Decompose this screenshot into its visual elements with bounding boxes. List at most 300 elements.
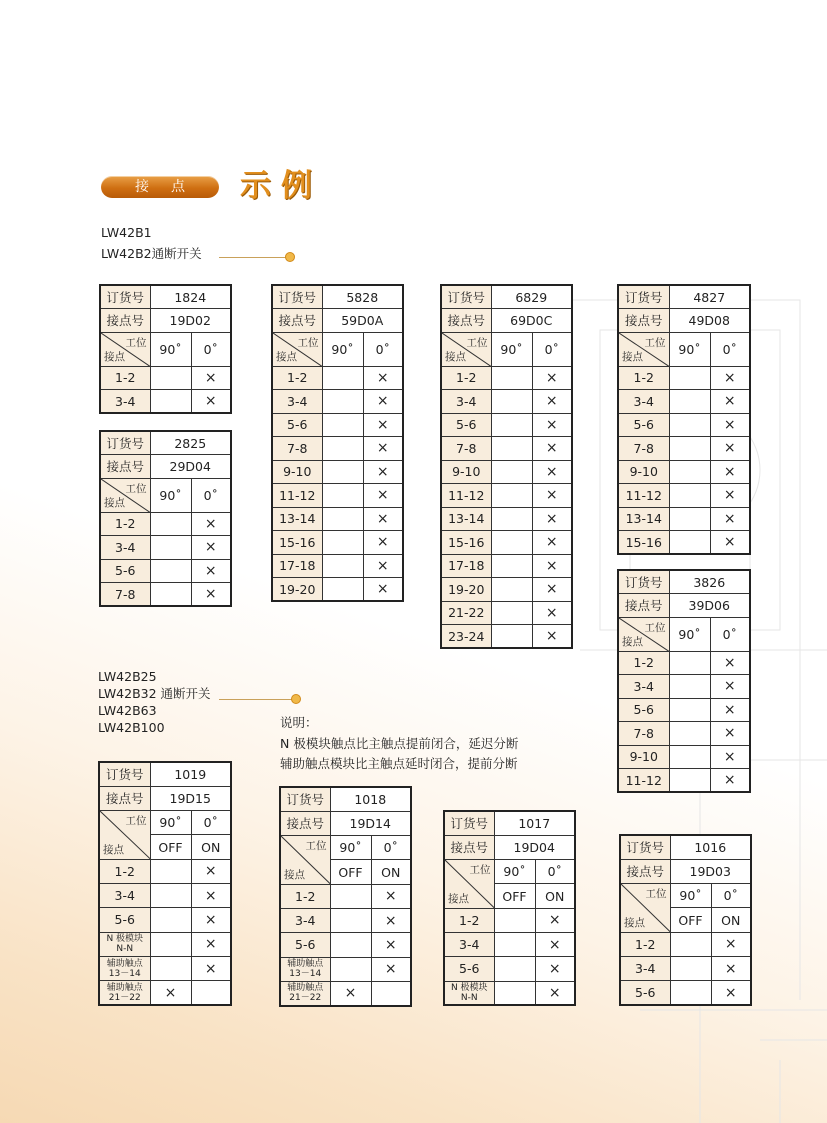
table-row <box>618 413 750 437</box>
empty-cell <box>150 932 191 956</box>
empty-cell <box>494 981 535 1005</box>
table-row <box>272 309 403 333</box>
contact-pair: 7-8 <box>272 437 322 461</box>
closed-mark: × <box>363 390 403 414</box>
table-row <box>618 484 750 508</box>
position-90: 90˚ <box>322 332 363 366</box>
closed-mark: × <box>532 507 572 531</box>
closed-mark: × <box>191 908 231 932</box>
contact-pair: 5-6 <box>618 413 669 437</box>
closed-mark: × <box>191 583 231 607</box>
contact-pair: 9-10 <box>272 460 322 484</box>
order-number: 5828 <box>322 285 403 309</box>
table-row <box>441 332 572 366</box>
contact-pair-line: 21－22 <box>108 992 141 1003</box>
table-row <box>99 908 231 932</box>
contact-label: 接点号 <box>618 594 669 618</box>
order-number: 1019 <box>150 762 231 786</box>
empty-cell <box>322 413 363 437</box>
contact-pair: 3-4 <box>100 536 150 560</box>
empty-cell <box>191 981 231 1005</box>
closed-mark: × <box>710 484 750 508</box>
position-0: 0˚ <box>710 617 750 651</box>
contact-pair: 19-20 <box>272 578 322 602</box>
contact-pair-line: N-N <box>460 992 478 1003</box>
table-row <box>441 309 572 333</box>
order-number: 1017 <box>494 811 575 835</box>
empty-cell <box>669 698 710 722</box>
position-label: 工位 <box>466 336 488 349</box>
position-0: 0˚ <box>191 478 231 512</box>
order-label: 订货号 <box>272 285 322 309</box>
empty-cell <box>491 366 532 390</box>
contact-pair: 1-2 <box>444 908 494 932</box>
empty-cell <box>491 460 532 484</box>
closed-mark: × <box>191 512 231 536</box>
table-row <box>618 531 750 555</box>
closed-mark: × <box>710 675 750 699</box>
contact-axis-label: 接点 <box>622 350 643 363</box>
empty-cell <box>322 460 363 484</box>
empty-cell <box>150 366 191 390</box>
closed-mark: × <box>710 460 750 484</box>
contact-pair: 7-8 <box>618 437 669 461</box>
closed-mark: × <box>532 437 572 461</box>
closed-mark: × <box>532 625 572 649</box>
contact-table <box>279 786 412 1007</box>
table-row <box>280 884 411 908</box>
position-90: 90˚ <box>491 332 532 366</box>
position-label: 工位 <box>297 336 319 349</box>
closed-mark: × <box>191 536 231 560</box>
note-line: N 极模块触点比主触点提前闭合，延迟分断 <box>280 736 519 751</box>
closed-mark: × <box>363 531 403 555</box>
state-off: OFF <box>670 908 711 932</box>
table-row <box>441 366 572 390</box>
table-row <box>441 531 572 555</box>
contact-pair: 1-2 <box>99 859 150 883</box>
table-row <box>618 745 750 769</box>
order-label: 订货号 <box>100 285 150 309</box>
table-row <box>441 625 572 649</box>
table-row <box>100 285 231 309</box>
empty-cell <box>330 957 371 981</box>
contact-axis-label: 接点 <box>276 350 297 363</box>
empty-cell <box>669 651 710 675</box>
contact-pair: 11-12 <box>618 484 669 508</box>
closed-mark: × <box>710 698 750 722</box>
table-row <box>100 366 231 390</box>
closed-mark: × <box>711 956 751 980</box>
table-row <box>272 460 403 484</box>
contact-pair: 3-4 <box>618 675 669 699</box>
contact-table <box>271 284 404 602</box>
table-row <box>618 507 750 531</box>
contact-table <box>443 810 576 1006</box>
table-row <box>620 981 751 1005</box>
model-label: LW42B25 <box>98 669 157 684</box>
closed-mark: × <box>191 956 231 980</box>
table-row <box>99 956 231 980</box>
table-row <box>280 933 411 957</box>
contact-pair-line: 辅助触点 <box>106 958 143 969</box>
contact-label: 接点号 <box>100 309 150 333</box>
closed-mark: × <box>710 651 750 675</box>
empty-cell <box>322 554 363 578</box>
empty-cell <box>150 512 191 536</box>
table-row <box>272 484 403 508</box>
contact-pair: 15-16 <box>272 531 322 555</box>
contact-pair <box>280 981 330 1005</box>
closed-mark: × <box>191 366 231 390</box>
contact-table <box>440 284 573 649</box>
closed-mark: × <box>710 745 750 769</box>
table-row <box>99 859 231 883</box>
empty-cell <box>150 559 191 583</box>
table-row <box>100 512 231 536</box>
contact-pair: 9-10 <box>618 460 669 484</box>
contact-axis-label: 接点 <box>448 892 469 905</box>
empty-cell <box>669 675 710 699</box>
contact-pair: 3-4 <box>444 932 494 956</box>
contact-pair: 3-4 <box>100 390 150 414</box>
contact-table <box>619 834 752 1006</box>
contact-number: 49D08 <box>669 309 750 333</box>
closed-mark: × <box>371 933 411 957</box>
empty-cell <box>322 366 363 390</box>
table-row <box>620 884 751 908</box>
table-row <box>99 786 231 810</box>
closed-mark: × <box>363 554 403 578</box>
closed-mark: × <box>710 366 750 390</box>
contact-pair: 1-2 <box>441 366 491 390</box>
empty-cell <box>491 437 532 461</box>
empty-cell <box>669 460 710 484</box>
empty-cell <box>491 390 532 414</box>
empty-cell <box>322 437 363 461</box>
page-heading: 示例 <box>240 168 322 204</box>
table-row <box>620 859 751 883</box>
contact-pair-line: 21－22 <box>289 993 322 1004</box>
contact-axis-label: 接点 <box>445 350 466 363</box>
position-contact-header <box>618 617 669 651</box>
table-row <box>280 957 411 981</box>
position-0: 0˚ <box>710 332 750 366</box>
table-row <box>620 835 751 859</box>
contact-pair <box>280 957 330 981</box>
leader-dot <box>291 694 301 704</box>
contact-pair: 13-14 <box>618 507 669 531</box>
empty-cell <box>322 484 363 508</box>
closed-mark: × <box>710 531 750 555</box>
table-row <box>272 507 403 531</box>
closed-mark: × <box>710 390 750 414</box>
order-label: 订货号 <box>280 787 330 811</box>
closed-mark: × <box>710 769 750 793</box>
empty-cell <box>150 883 191 907</box>
contact-axis-label: 接点 <box>104 350 125 363</box>
empty-cell <box>322 507 363 531</box>
table-row <box>444 811 575 835</box>
order-label: 订货号 <box>100 431 150 455</box>
table-row <box>272 437 403 461</box>
closed-mark: × <box>532 531 572 555</box>
position-contact-header <box>444 860 494 909</box>
table-row <box>618 570 750 594</box>
empty-cell <box>670 932 711 956</box>
closed-mark: × <box>330 981 371 1005</box>
position-0: 0˚ <box>711 884 751 908</box>
contact-pair-line: 辅助触点 <box>287 959 324 970</box>
table-row <box>272 332 403 366</box>
order-number: 6829 <box>491 285 572 309</box>
table-row <box>100 536 231 560</box>
closed-mark: × <box>191 883 231 907</box>
position-0: 0˚ <box>363 332 403 366</box>
contact-table <box>99 430 232 607</box>
order-number: 2825 <box>150 431 231 455</box>
closed-mark: × <box>711 981 751 1005</box>
contact-pair-line: 辅助触点 <box>106 982 143 993</box>
note-title: 说明： <box>280 715 318 730</box>
contact-number: 29D04 <box>150 455 231 479</box>
closed-mark: × <box>710 437 750 461</box>
closed-mark: × <box>710 722 750 746</box>
closed-mark: × <box>191 390 231 414</box>
closed-mark: × <box>371 908 411 932</box>
empty-cell <box>669 366 710 390</box>
position-90: 90˚ <box>150 811 191 835</box>
empty-cell <box>669 413 710 437</box>
contact-axis-label: 接点 <box>104 496 125 509</box>
contact-pair: 23-24 <box>441 625 491 649</box>
empty-cell <box>670 981 711 1005</box>
table-row <box>272 531 403 555</box>
closed-mark: × <box>535 908 575 932</box>
position-contact-header <box>280 836 330 885</box>
table-row <box>618 675 750 699</box>
contact-number: 19D15 <box>150 786 231 810</box>
order-number: 4827 <box>669 285 750 309</box>
contact-number: 69D0C <box>491 309 572 333</box>
contact-axis-label: 接点 <box>284 868 305 881</box>
contact-pair: 11-12 <box>272 484 322 508</box>
table-row <box>99 762 231 786</box>
contact-pair-line: 辅助触点 <box>287 983 324 994</box>
table-row <box>100 309 231 333</box>
empty-cell <box>150 859 191 883</box>
empty-cell <box>330 884 371 908</box>
model-label: LW42B63 <box>98 703 157 718</box>
contact-label: 接点号 <box>272 309 322 333</box>
position-90: 90˚ <box>670 884 711 908</box>
position-label: 工位 <box>125 482 147 495</box>
contact-pair: 17-18 <box>272 554 322 578</box>
order-number: 1018 <box>330 787 411 811</box>
contact-pair: 1-2 <box>272 366 322 390</box>
table-row <box>280 787 411 811</box>
table-row <box>618 651 750 675</box>
contact-pair: 1-2 <box>100 366 150 390</box>
table-row <box>272 578 403 602</box>
position-90: 90˚ <box>669 332 710 366</box>
state-on: ON <box>371 860 411 884</box>
table-row <box>272 285 403 309</box>
contact-table <box>617 284 751 555</box>
contact-label: 接点号 <box>100 455 150 479</box>
state-off: OFF <box>494 884 535 908</box>
empty-cell <box>330 933 371 957</box>
contact-axis-label: 接点 <box>624 916 645 929</box>
table-row <box>441 285 572 309</box>
table-row <box>280 981 411 1005</box>
table-row <box>618 617 750 651</box>
closed-mark: × <box>191 559 231 583</box>
state-on: ON <box>535 884 575 908</box>
contact-number: 19D04 <box>494 835 575 859</box>
contact-number: 19D03 <box>670 859 751 883</box>
closed-mark: × <box>191 932 231 956</box>
contact-pair: 9-10 <box>618 745 669 769</box>
empty-cell <box>491 625 532 649</box>
contact-pair: 3-4 <box>620 956 670 980</box>
empty-cell <box>330 908 371 932</box>
position-contact-header <box>100 332 150 366</box>
closed-mark: × <box>532 554 572 578</box>
empty-cell <box>491 531 532 555</box>
model-label: LW42B32 通断开关 <box>98 686 211 701</box>
empty-cell <box>669 390 710 414</box>
closed-mark: × <box>535 981 575 1005</box>
empty-cell <box>669 745 710 769</box>
position-0: 0˚ <box>532 332 572 366</box>
empty-cell <box>494 908 535 932</box>
contact-pair: 5-6 <box>620 981 670 1005</box>
empty-cell <box>150 583 191 607</box>
section-badge: 接点 <box>101 176 219 198</box>
note-line: 辅助触点模块比主触点延时闭合，提前分断 <box>280 756 518 771</box>
contact-pair: 11-12 <box>441 484 491 508</box>
table-row <box>272 390 403 414</box>
state-off: OFF <box>150 835 191 859</box>
position-contact-header <box>441 332 491 366</box>
contact-pair: 1-2 <box>618 366 669 390</box>
closed-mark: × <box>363 507 403 531</box>
contact-axis-label: 接点 <box>103 843 124 856</box>
closed-mark: × <box>535 932 575 956</box>
position-label: 工位 <box>469 864 491 877</box>
contact-pair: 21-22 <box>441 601 491 625</box>
table-row <box>441 507 572 531</box>
closed-mark: × <box>532 601 572 625</box>
closed-mark: × <box>363 366 403 390</box>
order-number: 3826 <box>669 570 750 594</box>
table-row <box>444 932 575 956</box>
contact-pair-line: 13－14 <box>289 969 322 980</box>
empty-cell <box>150 390 191 414</box>
table-row <box>100 431 231 455</box>
state-on: ON <box>711 908 751 932</box>
table-row <box>441 554 572 578</box>
table-row <box>441 601 572 625</box>
table-row <box>100 478 231 512</box>
empty-cell <box>491 578 532 602</box>
contact-pair: 3-4 <box>441 390 491 414</box>
contact-table <box>99 284 232 414</box>
empty-cell <box>494 932 535 956</box>
model-label: LW42B2通断开关 <box>101 246 202 261</box>
contact-pair-line: N 极模块 <box>106 934 144 945</box>
empty-cell <box>494 957 535 981</box>
table-row <box>618 594 750 618</box>
table-row <box>618 698 750 722</box>
closed-mark: × <box>363 578 403 602</box>
contact-label: 接点号 <box>618 309 669 333</box>
state-off: OFF <box>330 860 371 884</box>
empty-cell <box>669 507 710 531</box>
contact-pair: 7-8 <box>441 437 491 461</box>
closed-mark: × <box>532 484 572 508</box>
contact-table <box>617 569 751 793</box>
table-row <box>280 908 411 932</box>
contact-pair: 7-8 <box>618 722 669 746</box>
empty-cell <box>150 956 191 980</box>
closed-mark: × <box>532 366 572 390</box>
table-row <box>441 413 572 437</box>
position-0: 0˚ <box>191 811 231 835</box>
contact-pair <box>99 956 150 980</box>
model-label: LW42B1 <box>101 225 152 240</box>
leader-line <box>219 257 289 258</box>
position-90: 90˚ <box>330 836 371 860</box>
closed-mark: × <box>363 460 403 484</box>
table-row <box>618 366 750 390</box>
closed-mark: × <box>371 884 411 908</box>
table-row <box>618 285 750 309</box>
contact-pair: 1-2 <box>100 512 150 536</box>
empty-cell <box>322 390 363 414</box>
empty-cell <box>669 437 710 461</box>
contact-pair: 15-16 <box>441 531 491 555</box>
order-label: 订货号 <box>99 762 150 786</box>
position-label: 工位 <box>644 336 666 349</box>
contact-label: 接点号 <box>441 309 491 333</box>
position-contact-header <box>99 811 150 860</box>
contact-pair: 3-4 <box>99 883 150 907</box>
position-contact-header <box>618 332 669 366</box>
table-row <box>100 390 231 414</box>
contact-axis-label: 接点 <box>622 635 643 648</box>
empty-cell <box>491 507 532 531</box>
contact-pair: 19-20 <box>441 578 491 602</box>
position-label: 工位 <box>125 815 147 828</box>
table-row <box>618 437 750 461</box>
closed-mark: × <box>535 957 575 981</box>
empty-cell <box>491 601 532 625</box>
table-row <box>280 811 411 835</box>
table-row <box>100 559 231 583</box>
empty-cell <box>322 531 363 555</box>
table-row <box>272 554 403 578</box>
order-label: 订货号 <box>618 285 669 309</box>
position-contact-header <box>272 332 322 366</box>
leader-line <box>219 699 295 700</box>
closed-mark: × <box>363 437 403 461</box>
contact-table <box>98 761 232 1006</box>
contact-number: 59D0A <box>322 309 403 333</box>
empty-cell <box>322 578 363 602</box>
contact-pair: 5-6 <box>618 698 669 722</box>
